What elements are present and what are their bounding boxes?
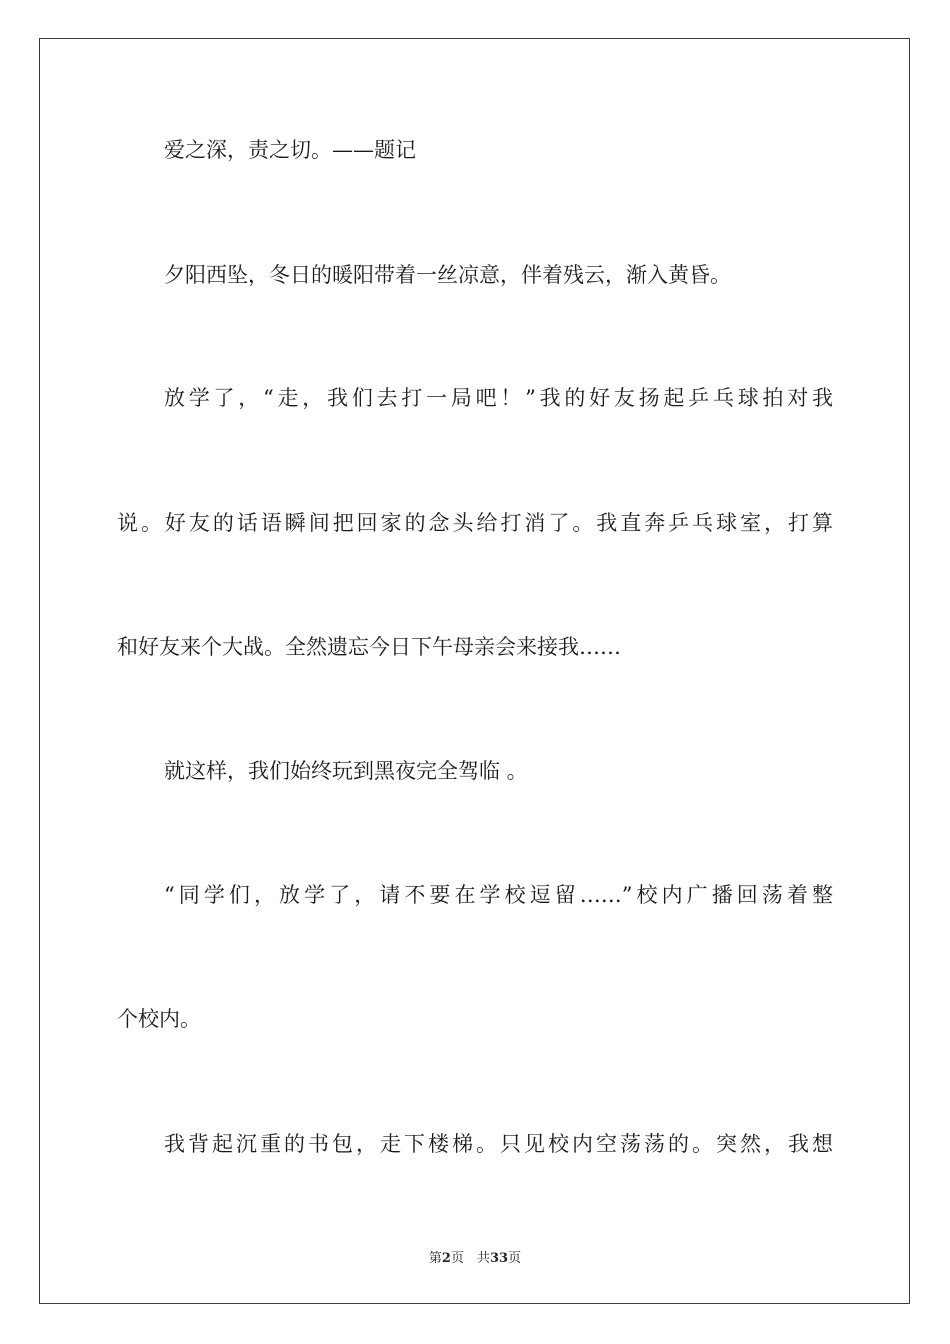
page-suffix: 页	[508, 1251, 522, 1266]
epigraph-line: 爱之深，责之切。——题记	[164, 138, 416, 162]
page-total: 33	[489, 1251, 509, 1266]
page-prefix: 第	[428, 1251, 442, 1266]
page-border	[39, 38, 910, 1304]
paragraph-line: “同学们，放学了，请不要在学校逗留……”校内广播回荡着整	[164, 883, 833, 907]
paragraph-line: 说。好友的话语瞬间把回家的念头给打消了。我直奔乒乓球室，打算	[117, 511, 833, 535]
page-footer	[0, 1247, 950, 1266]
paragraph-line: 我背起沉重的书包，走下楼梯。只见校内空荡荡的。突然，我想	[164, 1132, 833, 1156]
paragraph-line: 就这样，我们始终玩到黑夜完全驾临 。	[164, 759, 528, 783]
paragraph-line: 个校内。	[117, 1007, 201, 1031]
paragraph-line: 和好友来个大战。全然遗忘今日下午母亲会来接我……	[117, 635, 621, 659]
paragraph-line: 夕阳西坠，冬日的暖阳带着一丝凉意，伴着残云，渐入黄昏。	[164, 263, 731, 287]
page-mid: 页 共	[450, 1251, 490, 1266]
paragraph-line: 放学了，“走，我们去打一局吧！”我的好友扬起乒乓球拍对我	[164, 386, 833, 410]
page-current: 2	[441, 1251, 451, 1266]
